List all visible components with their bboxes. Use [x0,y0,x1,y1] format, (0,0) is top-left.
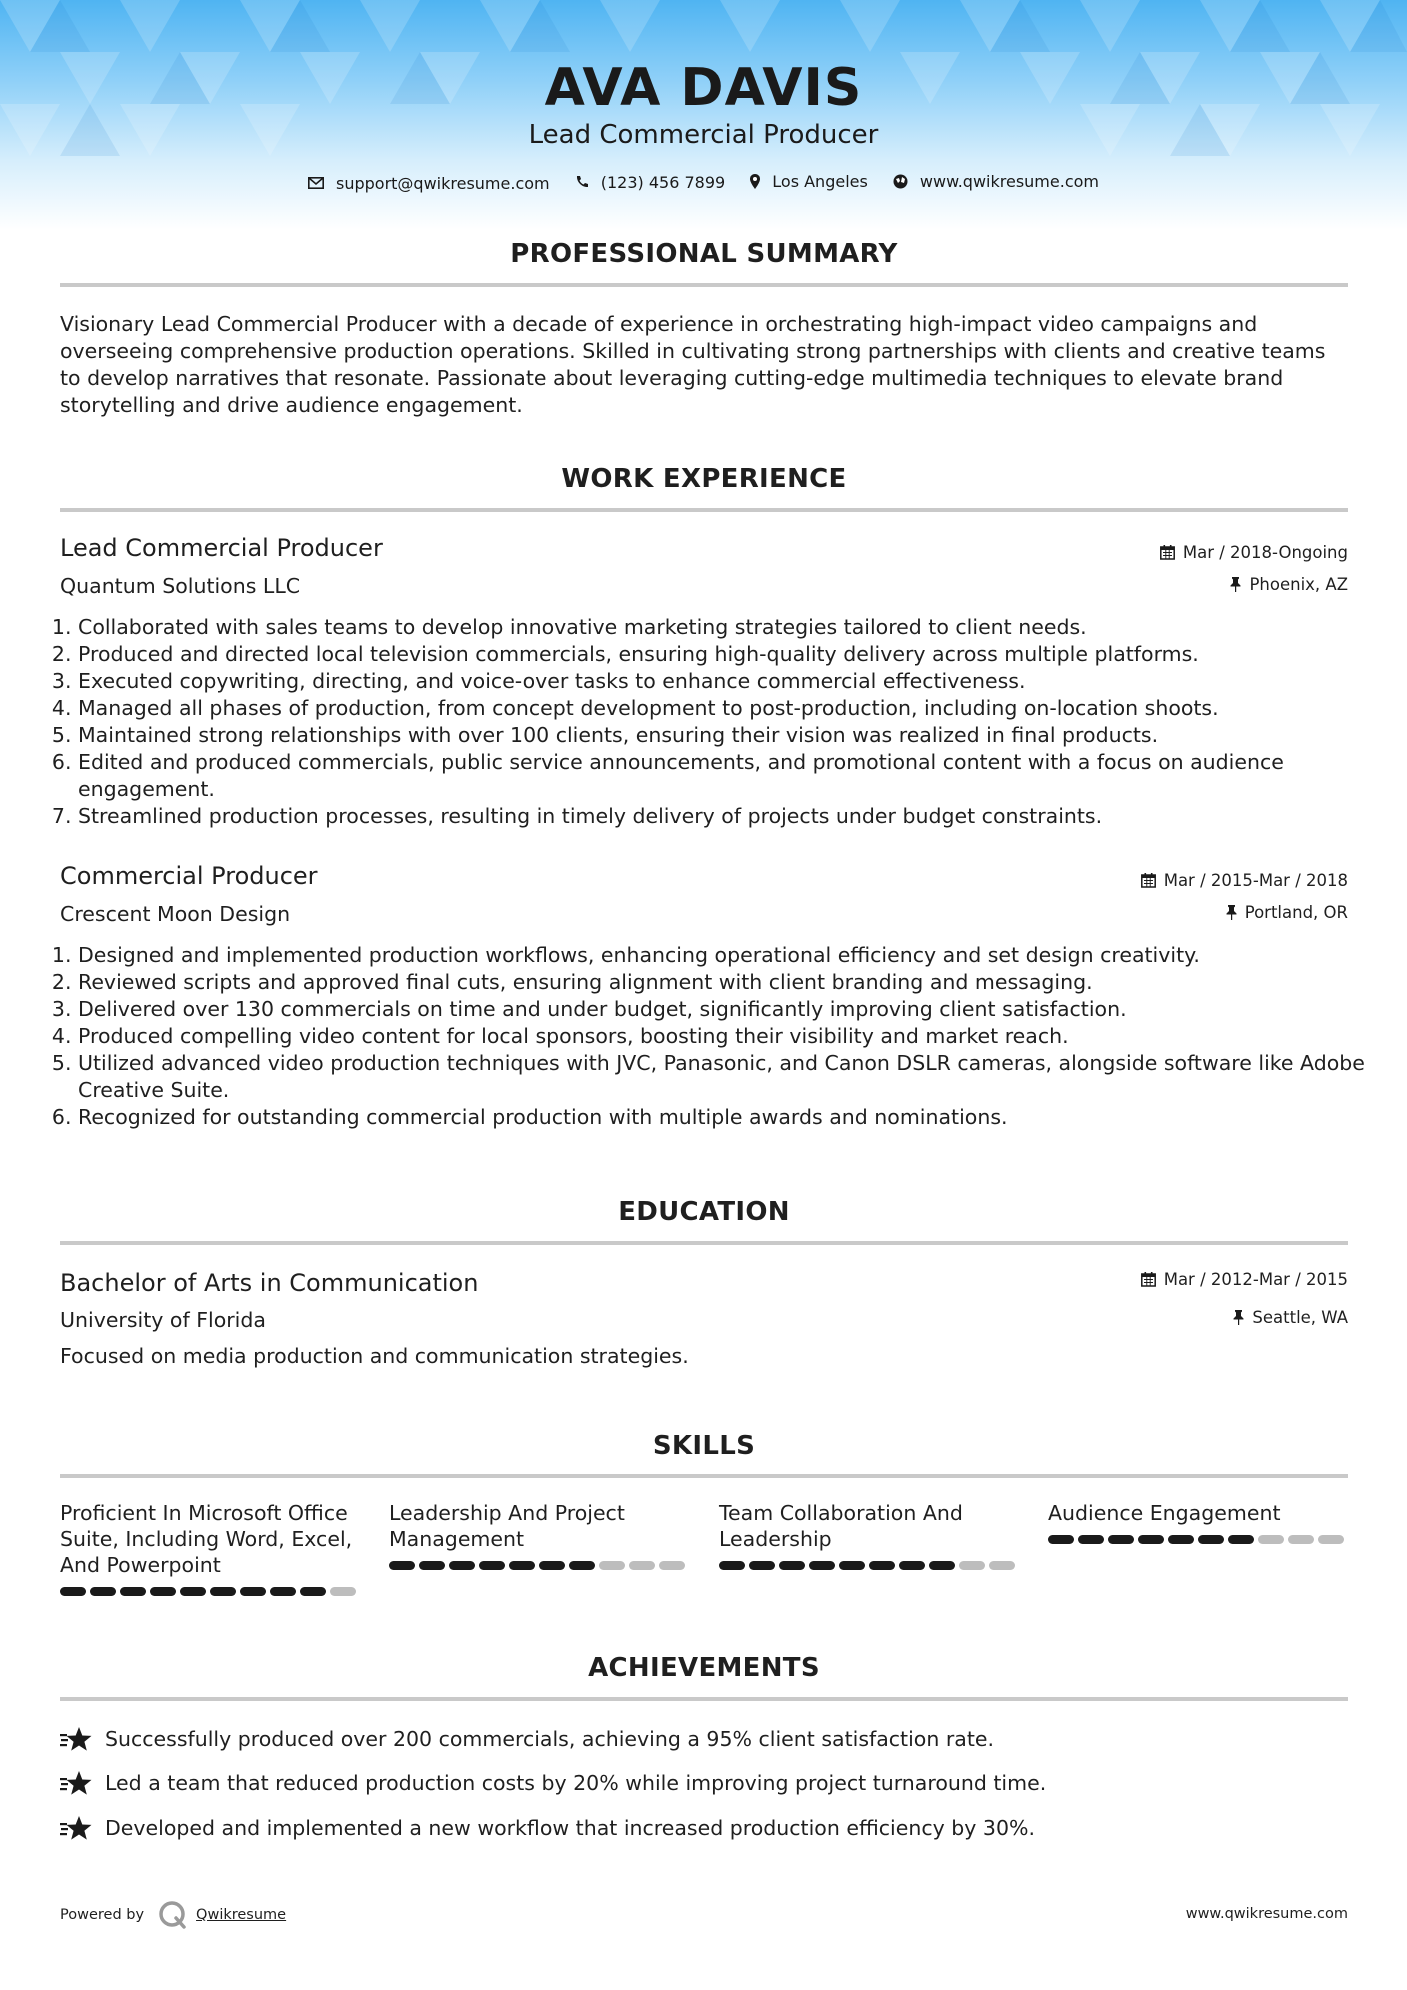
achievement-2 [60,1770,1046,1796]
rating-dash-filled [389,1561,415,1570]
rating-dash-empty [330,1587,356,1596]
star-badge-icon [60,1726,93,1752]
contact-phone[interactable] [575,173,725,192]
experience-heading: WORK EXPERIENCE [561,464,847,494]
location-text: Los Angeles [772,172,868,191]
rating-dash-filled [1198,1535,1224,1544]
rating-dash-filled [300,1587,326,1596]
list-item: 6. Recognized for outstanding commercial production with multiple awards and nominations. [78,1104,1366,1131]
skill-2-name: Leadership And Project Management [389,1501,625,1551]
rating-dash-filled [210,1587,236,1596]
skill-1 [60,1500,360,1596]
rating-dash-filled [479,1561,505,1570]
education-description: Focused on media production and communication strategies. [60,1344,689,1368]
job-1-dates-text: Mar / 2018-Ongoing [1182,543,1348,562]
pushpin-icon [1230,577,1241,592]
list-item: 6. Edited and produced commercials, public service announcements, and promotional content with a focus on audience engagement. [78,749,1366,803]
star-badge-icon [60,1815,93,1841]
education-dates-text: Mar / 2012-Mar / 2015 [1163,1270,1348,1289]
list-item: 1. Collaborated with sales teams to develop innovative marketing strategies tailored to client needs. [78,614,1366,641]
calendar-icon [1141,1272,1156,1287]
candidate-name: AVA DAVIS [544,58,863,118]
pushpin-icon [1233,1310,1244,1325]
rating-dash-filled [929,1561,955,1570]
rating-dash-filled [1108,1535,1134,1544]
rating-dash-filled [1228,1535,1254,1544]
contact-website[interactable] [893,172,1099,191]
rating-dash-filled [90,1587,116,1596]
rating-dash-empty [1288,1535,1314,1544]
rating-dash-filled [150,1587,176,1596]
summary-text: Visionary Lead Commercial Producer with a decade of experience in orchestrating high-impact video campaigns and overseeing comprehensive production operations. Skilled in cultivating strong partnerships with clients and creative teams to develop narratives that resonate. Passionate about leveraging cutting-edge multimedia techniques to elevate brand storytelling and drive audience engagement. [60,312,1326,417]
skill-3 [719,1500,1019,1570]
rating-dash-filled [869,1561,895,1570]
rating-dash-filled [60,1587,86,1596]
skill-1-name: Proficient In Microsoft Office Suite, Including Word, Excel, And Powerpoint [60,1501,353,1577]
rating-dash-filled [1048,1535,1074,1544]
rating-dash-filled [509,1561,535,1570]
education-divider [60,1241,1348,1245]
rating-dash-filled [1168,1535,1194,1544]
rating-dash-filled [749,1561,775,1570]
rating-dash-filled [839,1561,865,1570]
qwikresume-logo-icon [158,1900,188,1930]
skills-heading: SKILLS [652,1431,756,1461]
rating-dash-filled [240,1587,266,1596]
rating-dash-filled [539,1561,565,1570]
summary-divider [60,283,1348,287]
list-item: 1. Designed and implemented production workflows, enhancing operational efficiency and set design creativity. [78,942,1366,969]
pushpin-icon [1226,905,1237,920]
rating-dash-filled [569,1561,595,1570]
education-location [1233,1308,1348,1327]
rating-dash-filled [419,1561,445,1570]
job-1-dates [1160,543,1348,562]
list-item: 4. Managed all phases of production, from concept development to post-production, including on-location shoots. [78,695,1366,722]
list-item: 4. Produced compelling video content for local sponsors, boosting their visibility and market reach. [78,1023,1366,1050]
job-2-location-text: Portland, OR [1244,903,1348,922]
rating-dash-filled [809,1561,835,1570]
job-1-location-text: Phoenix, AZ [1249,575,1348,594]
rating-dash-filled [1078,1535,1104,1544]
list-item: 3. Executed copywriting, directing, and voice-over tasks to enhance commercial effectiveness. [78,668,1366,695]
globe-icon [893,174,908,189]
job-1-location [1230,575,1348,594]
list-item: 5. Maintained strong relationships with over 100 clients, ensuring their vision was realized in final products. [78,722,1366,749]
achievement-1-text: Successfully produced over 200 commercials, achieving a 95% client satisfaction rate. [105,1727,994,1751]
rating-dash-filled [270,1587,296,1596]
job-1-title: Lead Commercial Producer [60,534,383,562]
envelope-icon [308,177,324,189]
education-heading: EDUCATION [618,1197,790,1227]
contact-bar [0,172,1407,193]
rating-dash-empty [1318,1535,1344,1544]
rating-dash-filled [180,1587,206,1596]
achievement-3-text: Developed and implemented a new workflow that increased production efficiency by 30%. [105,1816,1036,1840]
email-text: support@qwikresume.com [336,173,550,193]
job-2-location [1226,903,1348,922]
footer-website[interactable]: www.qwikresume.com [1185,1906,1348,1922]
job-1-bullets [60,614,1366,830]
resume-header [0,0,1407,230]
achievements-divider [60,1697,1348,1701]
rating-dash-filled [899,1561,925,1570]
website-text: www.qwikresume.com [919,172,1099,191]
rating-dash-filled [719,1561,745,1570]
phone-icon [575,175,589,189]
experience-divider [60,508,1348,512]
rating-dash-filled [449,1561,475,1570]
achievement-2-text: Led a team that reduced production costs by 20% while improving project turnaround time. [105,1771,1047,1795]
contact-email[interactable] [308,174,550,193]
list-item: 2. Reviewed scripts and approved final cuts, ensuring alignment with client branding and messaging. [78,969,1366,996]
footer-powered-by [60,1900,286,1930]
qwikresume-link[interactable]: Qwikresume [196,1907,287,1923]
skill-2 [389,1500,689,1570]
rating-dash-empty [659,1561,685,1570]
contact-location [750,172,868,191]
job-1-company: Quantum Solutions LLC [60,574,301,598]
list-item: 7. Streamlined production processes, resulting in timely delivery of projects under budget constraints. [78,803,1366,830]
job-2-dates [1141,871,1348,890]
skill-4-rating [1048,1535,1348,1544]
job-2-bullets [60,942,1366,1131]
list-item: 5. Utilized advanced video production techniques with JVC, Panasonic, and Canon DSLR cameras, alongside software like Adobe Creative Suite. [78,1050,1366,1104]
skill-3-rating [719,1561,1019,1570]
education-school: University of Florida [60,1308,266,1332]
calendar-icon [1141,873,1156,888]
list-item: 3. Delivered over 130 commercials on time and under budget, significantly improving client satisfaction. [78,996,1366,1023]
summary-heading: PROFESSIONAL SUMMARY [510,239,898,269]
star-badge-icon [60,1770,93,1796]
job-2-title: Commercial Producer [60,862,318,890]
skill-4-name: Audience Engagement [1048,1501,1281,1525]
achievement-1 [60,1726,994,1752]
powered-by-label: Powered by [60,1907,145,1923]
skill-4 [1048,1500,1348,1544]
rating-dash-empty [629,1561,655,1570]
rating-dash-empty [599,1561,625,1570]
list-item: 2. Produced and directed local television commercials, ensuring high-quality delivery across multiple platforms. [78,641,1366,668]
candidate-title: Lead Commercial Producer [528,120,879,150]
achievement-3 [60,1815,1035,1841]
skill-1-rating [60,1587,360,1596]
rating-dash-empty [1258,1535,1284,1544]
skill-2-rating [389,1561,689,1570]
job-2-company: Crescent Moon Design [60,902,291,926]
skills-divider [60,1474,1348,1478]
job-2-dates-text: Mar / 2015-Mar / 2018 [1163,871,1348,890]
rating-dash-filled [1138,1535,1164,1544]
education-dates [1141,1270,1348,1289]
phone-text: (123) 456 7899 [600,172,726,192]
rating-dash-empty [959,1561,985,1570]
calendar-icon [1160,545,1175,560]
skill-3-name: Team Collaboration And Leadership [719,1501,963,1551]
rating-dash-filled [120,1587,146,1596]
map-marker-icon [750,174,760,189]
achievements-heading: ACHIEVEMENTS [588,1653,820,1683]
education-location-text: Seattle, WA [1252,1308,1348,1327]
education-degree: Bachelor of Arts in Communication [60,1269,479,1297]
rating-dash-empty [989,1561,1015,1570]
rating-dash-filled [779,1561,805,1570]
